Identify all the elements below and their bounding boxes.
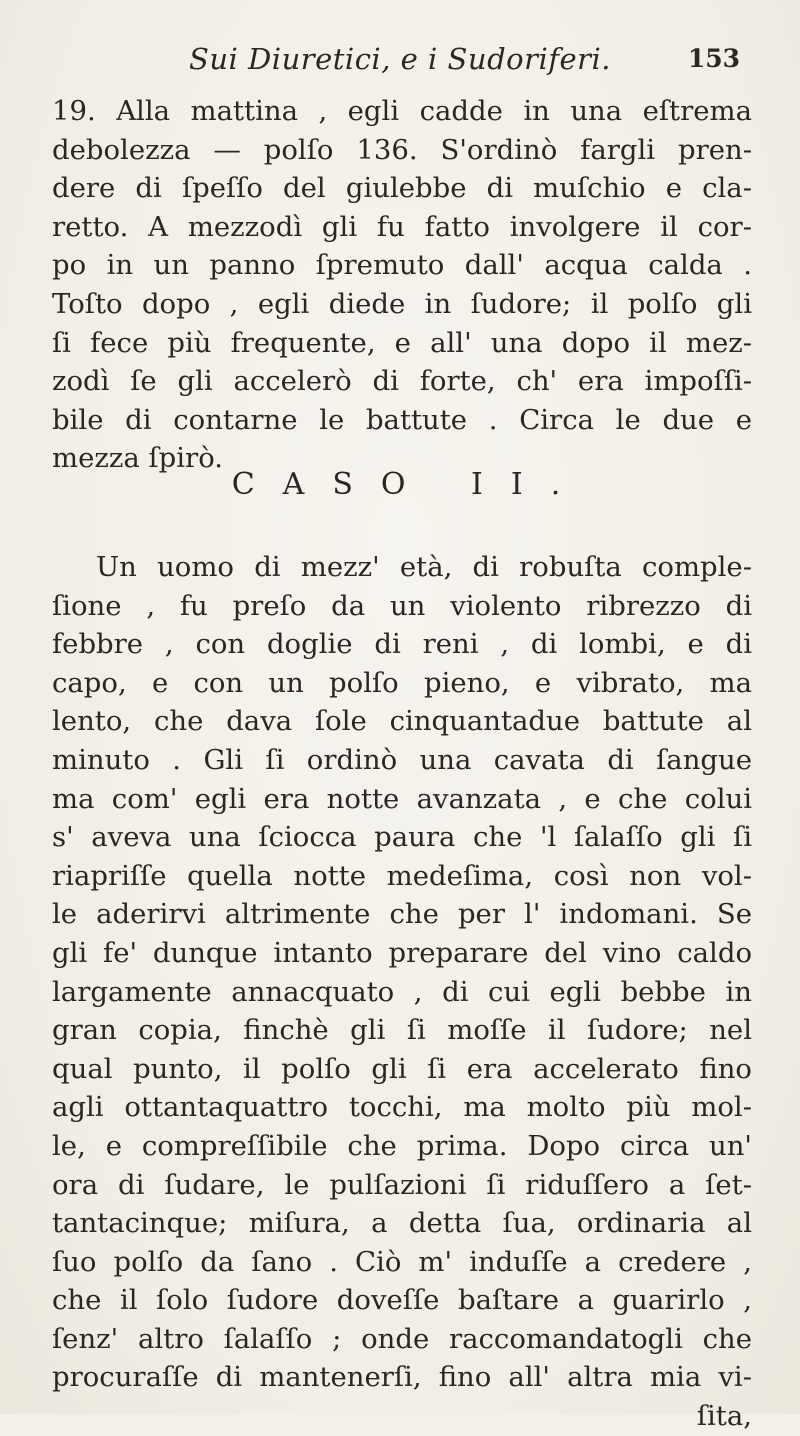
page-header	[0, 42, 800, 82]
paragraph-2	[52, 548, 752, 1436]
text-line: le, e compreſſibile che prima. Dopo circa un'	[52, 1129, 752, 1162]
text-line: agli ottantaquattro tocchi, ma molto più mol-	[52, 1091, 752, 1124]
text-line: gran copia, finchè gli ſi moſſe il ſudore; nel	[52, 1014, 752, 1047]
text-line: mezza ſpirò.	[52, 442, 224, 475]
text-line: Toſto dopo , egli diede in ſudore; il polſo gli	[52, 287, 752, 320]
text-line: procuraſſe di mantenerſi, fino all' altra mia vi-	[52, 1361, 752, 1394]
text-line: debolezza — polſo 136. S'ordinò fargli pren-	[52, 133, 752, 166]
text-line: po in un panno ſpremuto dall' acqua calda .	[52, 249, 752, 282]
text-line: Un uomo di mezz' età, di robuſta comple-	[96, 551, 752, 583]
text-line: dere di ſpeſſo del giulebbe di muſchio e cla-	[52, 172, 752, 205]
text-line: 19. Alla mattina , egli cadde in una eſtrema	[52, 95, 752, 127]
text-line: minuto . Gli ſi ordinò una cavata di ſangue	[52, 743, 752, 776]
text-line: riapriſſe quella notte medeſima, così non vol-	[52, 859, 752, 892]
text-line: febbre , con doglie di reni , di lombi, e di	[52, 628, 752, 661]
text-line: lento, che dava ſole cinquantadue battute al	[52, 705, 752, 738]
text-line: largamente annacquato , di cui egli bebbe in	[52, 975, 752, 1008]
text-line: s' aveva una ſciocca paura che 'l ſalaſſo gli ſi	[52, 821, 752, 854]
text-line: ſenz' altro ſalaſſo ; onde raccomandatogli che	[52, 1322, 752, 1355]
text-line: ſione , fu preſo da un violento ribrezzo di	[52, 589, 752, 622]
text-line: gli fe' dunque intanto preparare del vino caldo	[52, 936, 752, 969]
page-number: 153	[687, 44, 740, 73]
section-heading: CASO II.	[231, 467, 589, 502]
text-line: che il ſolo ſudore doveſſe baſtare a guarirlo ,	[52, 1284, 752, 1317]
text-line: retto. A mezzodì gli fu fatto involgere il cor-	[52, 210, 752, 243]
text-line: ſuo polſo da ſano . Ciò m' induſſe a credere ,	[52, 1245, 752, 1278]
text-line: le aderirvi altrimente che per l' indomani. Se	[52, 898, 752, 931]
text-line: ma com' egli era notte avanzata , e che colui	[52, 782, 752, 815]
text-line: qual punto, il polſo gli ſi era accelerato fino	[52, 1052, 752, 1085]
paragraph-1	[52, 92, 752, 478]
text-line: zodì ſe gli accelerò di forte, ch' era impoſſi-	[52, 365, 752, 398]
catchword: ſita,	[696, 1400, 752, 1433]
text-line: capo, e con un polſo pieno, e vibrato, ma	[52, 666, 752, 699]
running-title: Sui Diuretici, e i Sudoriferi.	[189, 42, 611, 76]
text-line: ſi fece più frequente, e all' una dopo il mez-	[52, 326, 752, 359]
text-line: ora di ſudare, le pulſazioni ſi riduſſero a ſet-	[52, 1168, 752, 1201]
text-line: bile di contarne le battute . Circa le due e	[52, 403, 752, 436]
text-line: tantacinque; miſura, a detta ſua, ordinaria al	[52, 1207, 752, 1240]
